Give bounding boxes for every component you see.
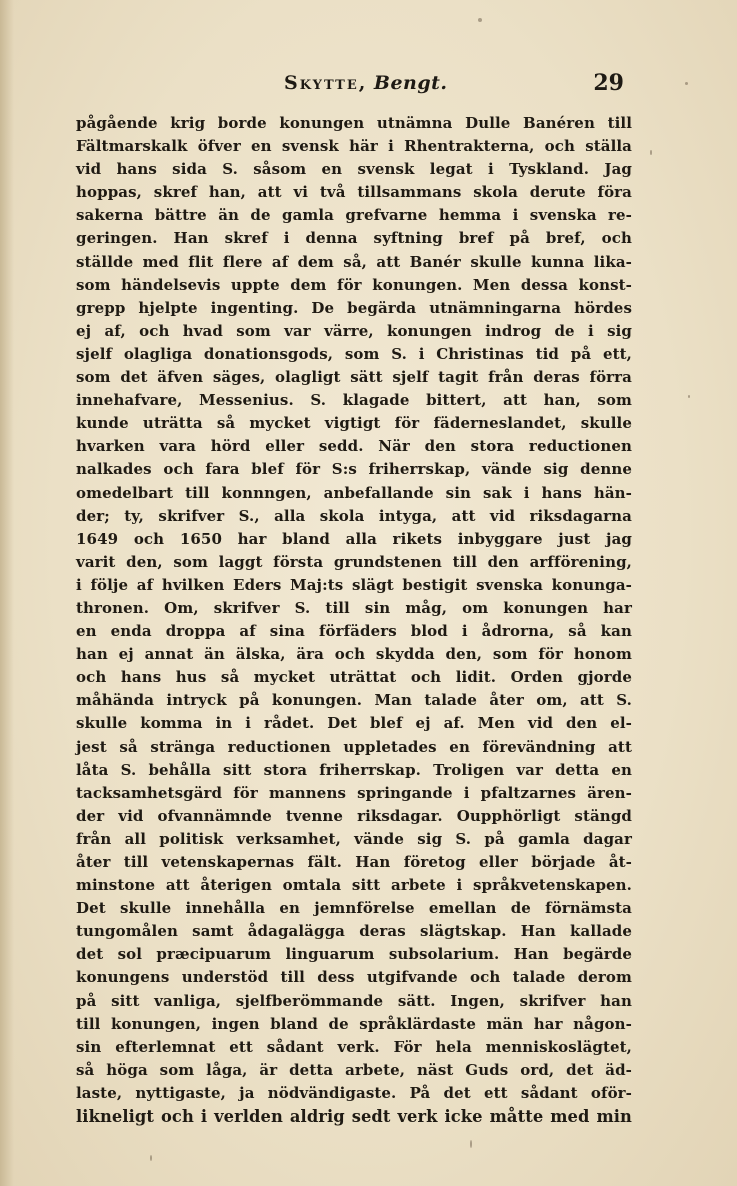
text-line: vid hans sida S. såsom en svensk legat i Tyskland. Jag (76, 160, 632, 179)
text-line: sin efterlemnat ett sådant verk. För hela menniskoslägtet, (76, 1037, 632, 1056)
paper-speck (650, 150, 652, 155)
text-line: tungomålen samt ådagalägga deras slägtskap. Han kallade (76, 922, 632, 941)
paper-speck (478, 18, 482, 22)
text-line: geringen. Han skref i denna syftning bref på bref, och (76, 229, 632, 248)
text-line: hoppas, skref han, att vi två tillsammans skola derute föra (76, 183, 632, 202)
text-line: åter till vetenskapernas fält. Han företog eller började åt- (76, 853, 632, 871)
text-line: från all politisk verksamhet, vände sig S. på gamla dagar (76, 829, 632, 848)
text-line: thronen. Om, skrifver S. till sin måg, om konungen har (76, 598, 632, 617)
text-line: i följe af hvilken Eders Maj:ts slägt bestigit svenska konunga- (76, 575, 632, 594)
body-text (76, 112, 632, 1128)
text-line: innehafvare, Messenius. S. klagade bittert, att han, som (76, 391, 632, 410)
running-head (284, 72, 448, 94)
text-line: pågående krig borde konungen utnämna Dulle Banéren till (76, 114, 632, 132)
text-line: konungens understöd till dess utgifvande och talade derom (76, 968, 632, 987)
text-line: på sitt vanliga, sjelfberömmande sätt. Ingen, skrifver han (76, 991, 632, 1010)
text-line: jest så stränga reductionen uppletades en förevändning att (76, 737, 632, 756)
text-line: likneligt och i verlden aldrig sedt verk icke måtte med min (76, 1107, 632, 1127)
text-line: sjelf olagliga donationsgods, som S. i Christinas tid på ett, (76, 344, 632, 363)
text-line: skulle komma in i rådet. Det blef ej af. Men vid den el- (76, 714, 632, 733)
text-line: grepp hjelpte ingenting. De begärda utnämningarna hördes (76, 298, 632, 317)
paper-speck (470, 1140, 472, 1148)
text-line: omedelbart till konnngen, anbefallande sin sak i hans hän- (76, 483, 632, 502)
text-line: så höga som låga, är detta arbete, näst Guds ord, det äd- (76, 1060, 632, 1079)
text-line: kunde uträtta så mycket vigtigt för fäderneslandet, skulle (76, 414, 632, 433)
paper-speck (688, 395, 690, 398)
text-line: 1649 och 1650 har bland alla rikets inbyggare just jag (76, 529, 632, 548)
text-line: Det skulle innehålla en jemnförelse emellan de förnämsta (76, 899, 632, 918)
page-header (70, 72, 630, 102)
paper-speck (150, 1155, 152, 1161)
text-line: ej af, och hvad som var värre, konungen indrog de i sig (76, 321, 632, 340)
text-line: och hans hus så mycket uträttat och lidit. Orden gjorde (76, 668, 632, 687)
text-line: minstone att återigen omtala sitt arbete i språkvetenskapen. (76, 876, 632, 895)
running-head-given-name: Bengt. (373, 72, 448, 94)
text-line: nalkades och fara blef för S:s friherrskap, vände sig denne (76, 460, 632, 479)
text-line: der vid ofvannämnde tvenne riksdagar. Oupphörligt stängd (76, 806, 632, 825)
text-line: till konungen, ingen bland de språklärdaste män har någon- (76, 1014, 632, 1033)
text-line: en enda droppa af sina förfäders blod i ådrorna, så kan (76, 622, 632, 641)
text-line: han ej annat än älska, ära och skydda den, som för honom (76, 645, 632, 664)
text-line: laste, nyttigaste, ja nödvändigaste. På det ett sådant oför- (76, 1083, 632, 1102)
page-number: 29 (593, 70, 624, 96)
text-line: låta S. behålla sitt stora friherrskap. Troligen var detta en (76, 760, 632, 779)
page-gutter-shadow (0, 0, 14, 1186)
text-line: som det äfven säges, olagligt sätt sjelf tagit från deras förra (76, 368, 632, 387)
paper-speck (685, 82, 688, 85)
text-line: måhända intryck på konungen. Man talade åter om, att S. (76, 691, 632, 710)
text-line: der; ty, skrifver S., alla skola intyga, att vid riksdagarna (76, 506, 632, 525)
text-line: varit den, som laggt första grundstenen till den arfförening, (76, 552, 632, 571)
text-line: som händelsevis uppte dem för konungen. Men dessa konst- (76, 275, 632, 294)
text-line: tacksamhetsgärd för mannens springande i pfaltzarnes ären- (76, 783, 632, 802)
text-line: hvarken vara hörd eller sedd. När den stora reductionen (76, 437, 632, 456)
text-line: det sol præcipuarum linguarum subsolarium. Han begärde (76, 945, 632, 964)
text-line: Fältmarskalk öfver en svensk här i Rhentrakterna, och ställa (76, 137, 632, 156)
text-line: ställde med flit flere af dem så, att Banér skulle kunna lika- (76, 252, 632, 271)
text-line: sakerna bättre än de gamla grefvarne hemma i svenska re- (76, 206, 632, 225)
running-head-author: Skytte, (284, 72, 368, 94)
